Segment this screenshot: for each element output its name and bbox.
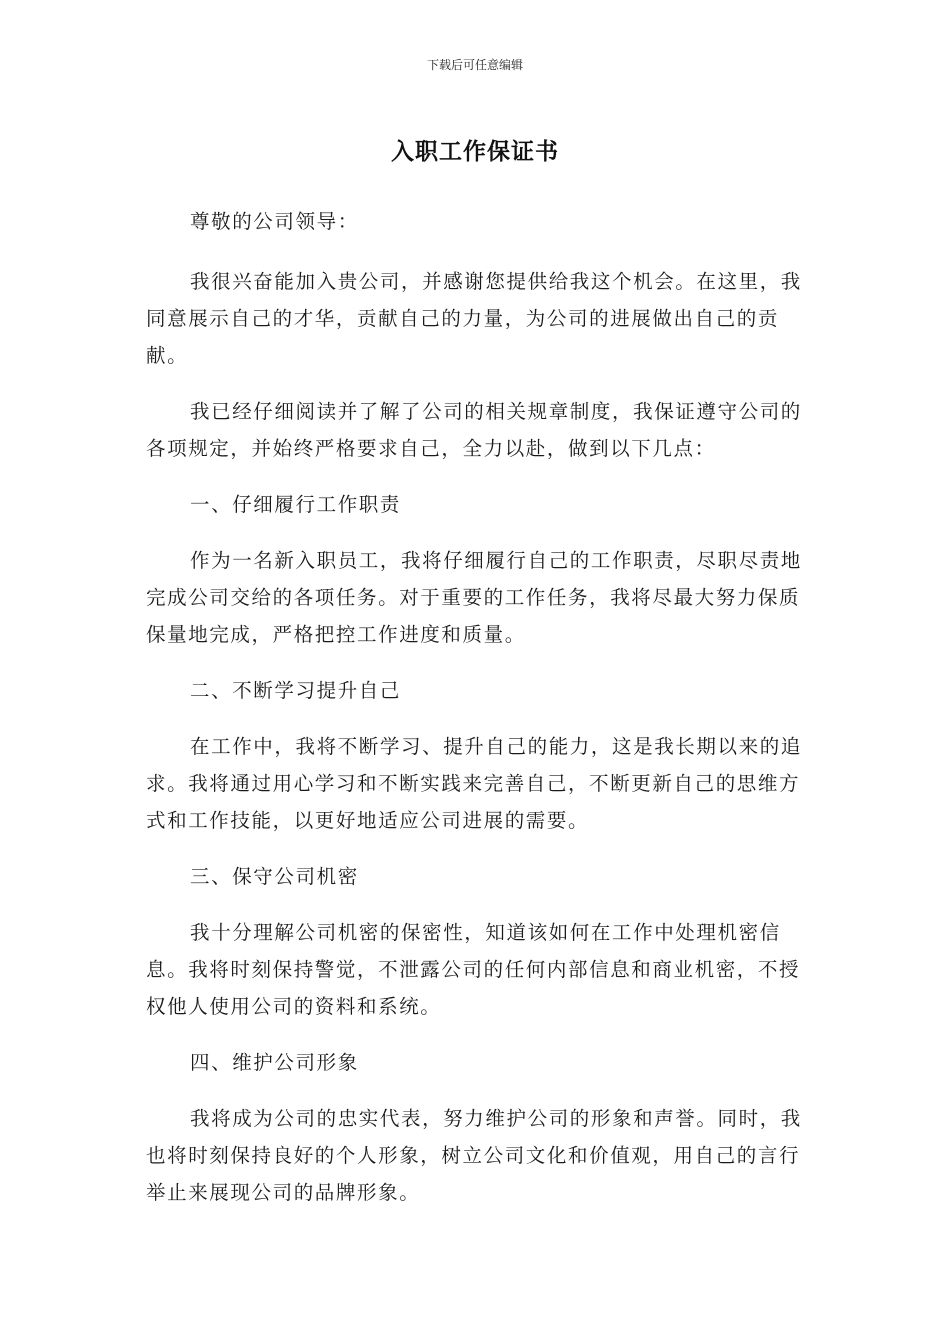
section-paragraph: 我十分理解公司机密的保密性，知道该如何在工作中处理机密信息。我将时刻保持警觉，不泄露公司的任何内部信息和商业机密，不授权他人使用公司的资料和系统。 — [146, 921, 801, 1018]
section-heading: 二、不断学习提升自己 — [190, 679, 402, 702]
salutation: 尊敬的公司领导： — [190, 210, 359, 233]
commitment-paragraph: 我已经仔细阅读并了解了公司的相关规章制度，我保证遵守公司的各项规定，并始终严格要求自己，全力以赴，做到以下几点： — [146, 400, 802, 460]
document-title: 入职工作保证书 — [391, 139, 559, 165]
section-heading: 三、保守公司机密 — [190, 865, 359, 888]
document-body — [146, 203, 806, 1211]
section-paragraph: 作为一名新入职员工，我将仔细履行自己的工作职责，尽职尽责地完成公司交给的各项任务。对于重要的工作任务，我将尽最大努力保质保量地完成，严格把控工作进度和质量。 — [146, 549, 802, 646]
section-heading: 一、仔细履行工作职责 — [190, 493, 402, 516]
section-paragraph: 我将成为公司的忠实代表，努力维护公司的形象和声誉。同时，我也将时刻保持良好的个人形象，树立公司文化和价值观，用自己的言行举止来展现公司的品牌形象。 — [146, 1107, 802, 1204]
intro-paragraph: 我很兴奋能加入贵公司，并感谢您提供给我这个机会。在这里，我同意展示自己的才华，贡献自己的力量，为公司的进展做出自己的贡献。 — [146, 270, 802, 367]
header-note: 下载后可任意编辑 — [426, 58, 523, 72]
section-heading: 四、维护公司形象 — [190, 1051, 359, 1074]
section-paragraph: 在工作中，我将不断学习、提升自己的能力，这是我长期以来的追求。我将通过用心学习和不断实践来完善自己，不断更新自己的思维方式和工作技能，以更好地适应公司进展的需要。 — [146, 735, 802, 832]
